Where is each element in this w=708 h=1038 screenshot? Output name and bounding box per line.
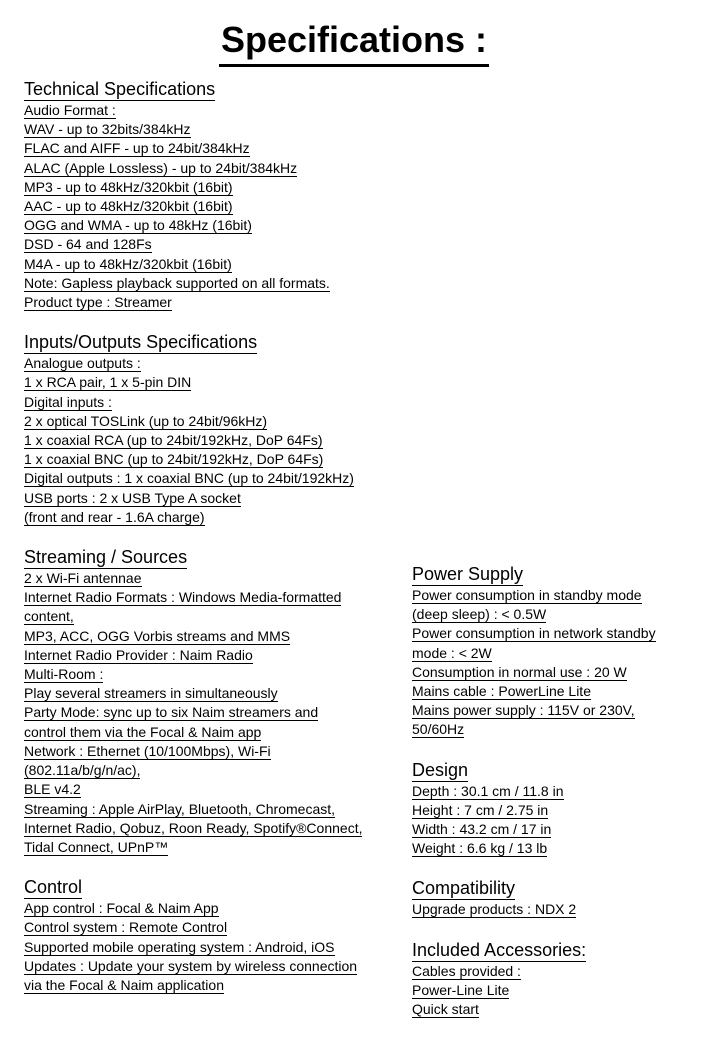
- spec-line: [24, 508, 394, 527]
- spec-line: [24, 235, 394, 254]
- spec-line-text: MP3, ACC, OGG Vorbis streams and MMS: [24, 627, 291, 644]
- spec-line-text: 1 x RCA pair, 1 x 5-pin DIN: [24, 374, 192, 391]
- spec-line-text: Mains power supply : 115V or 230V,: [412, 702, 635, 719]
- spec-line-text: Internet Radio Provider : Naim Radio: [24, 646, 253, 663]
- spec-line: [24, 159, 394, 178]
- spec-line: [24, 489, 394, 508]
- spec-line-text: 50/60Hz: [412, 721, 465, 738]
- spec-line-text: Play several streamers in simultaneously: [24, 685, 278, 702]
- spec-line: [24, 665, 394, 684]
- spec-line: [24, 469, 394, 488]
- spec-line: [412, 839, 702, 858]
- spec-section: [412, 759, 702, 859]
- spec-line-text: AAC - up to 48kHz/320kbit (16bit): [24, 198, 233, 215]
- spec-line-text: Party Mode: sync up to six Naim streamers and: [24, 704, 319, 721]
- spec-section: [24, 331, 394, 527]
- spec-line-text: Digital inputs :: [24, 393, 112, 410]
- spec-line-text: ALAC (Apple Lossless) - up to 24bit/384kHz: [24, 159, 298, 176]
- spec-line: [24, 412, 394, 431]
- spec-line-text: Digital outputs : 1 x coaxial BNC (up to 24bit/192kHz): [24, 470, 354, 487]
- spec-line-text: Supported mobile operating system : Android, iOS: [24, 938, 335, 955]
- spec-line: [412, 782, 702, 801]
- spec-line-text: 1 x coaxial RCA (up to 24bit/192kHz, DoP 64Fs): [24, 432, 323, 449]
- spec-line: [24, 431, 394, 450]
- spec-line: [24, 450, 394, 469]
- spec-line-text: App control : Focal & Naim App: [24, 900, 219, 917]
- spec-line: [412, 586, 702, 605]
- spec-line: [412, 820, 702, 839]
- spec-line: [24, 216, 394, 235]
- spec-line: [24, 393, 394, 412]
- spec-line: [412, 701, 702, 720]
- section-heading: Control: [24, 877, 83, 898]
- spec-line: [24, 957, 394, 976]
- spec-line: [24, 684, 394, 703]
- spec-line-text: Updates : Update your system by wireless connection: [24, 957, 358, 974]
- spec-line: [24, 274, 394, 293]
- spec-line: [24, 588, 394, 607]
- section-heading: Streaming / Sources: [24, 547, 188, 568]
- spec-line-text: 2 x optical TOSLink (up to 24bit/96kHz): [24, 412, 268, 429]
- spec-line-text: (802.11a/b/g/n/ac),: [24, 762, 141, 779]
- spec-line-text: mode : < 2W: [412, 644, 492, 661]
- spec-section: [412, 877, 702, 919]
- spec-line: [24, 178, 394, 197]
- spec-line: [24, 761, 394, 780]
- spec-section: [24, 876, 394, 995]
- spec-section: [412, 939, 702, 1020]
- spec-line-text: content,: [24, 608, 74, 625]
- spec-line: [24, 819, 394, 838]
- page-title: Specifications :: [219, 18, 489, 67]
- section-heading: Inputs/Outputs Specifications: [24, 332, 258, 353]
- page-title-wrap: [0, 18, 708, 67]
- spec-line-text: WAV - up to 32bits/384kHz: [24, 121, 191, 138]
- section-heading: Design: [412, 759, 469, 780]
- spec-line-text: (deep sleep) : < 0.5W: [412, 606, 547, 623]
- spec-line-text: Audio Format :: [24, 102, 116, 118]
- left-column: [24, 78, 394, 1014]
- spec-line: [24, 569, 394, 588]
- spec-line-text: 1 x coaxial BNC (up to 24bit/192kHz, DoP 64Fs): [24, 451, 324, 468]
- spec-line: [24, 101, 394, 120]
- spec-line-text: Weight : 6.6 kg / 13 lb: [412, 840, 548, 857]
- spec-line: [24, 354, 394, 373]
- spec-line: [412, 644, 702, 663]
- spec-line-text: Network : Ethernet (10/100Mbps), Wi-Fi: [24, 742, 271, 759]
- spec-line-text: MP3 - up to 48kHz/320kbit (16bit): [24, 178, 233, 195]
- spec-line: [24, 627, 394, 646]
- spec-line-text: Upgrade products : NDX 2: [412, 901, 577, 918]
- spec-line: [24, 800, 394, 819]
- spec-line: [24, 976, 394, 995]
- section-heading: Power Supply: [412, 564, 524, 584]
- spec-line: [24, 918, 394, 937]
- spec-line: [24, 607, 394, 626]
- spec-line: [24, 703, 394, 722]
- spec-line: [24, 120, 394, 139]
- spec-line-text: (front and rear - 1.6A charge): [24, 508, 205, 525]
- spec-line-text: Product type : Streamer: [24, 294, 172, 311]
- spec-line-text: Tidal Connect, UPnP™: [24, 838, 169, 855]
- spec-line: [24, 197, 394, 216]
- spec-line: [24, 780, 394, 799]
- spec-line-text: BLE v4.2: [24, 781, 81, 798]
- spec-line: [24, 293, 394, 312]
- spec-line: [412, 801, 702, 820]
- spec-line: [412, 900, 702, 919]
- spec-line: [412, 962, 702, 981]
- spec-line-text: Power consumption in network standby: [412, 625, 656, 642]
- spec-line: [412, 682, 702, 701]
- spec-line-text: Streaming : Apple AirPlay, Bluetooth, Chromecast,: [24, 800, 336, 817]
- spec-line-text: OGG and WMA - up to 48kHz (16bit): [24, 217, 252, 234]
- spec-line-text: Power-Line Lite: [412, 981, 510, 998]
- spec-line-text: Cables provided :: [412, 962, 521, 979]
- spec-line-text: USB ports : 2 x USB Type A socket: [24, 489, 241, 506]
- spec-section: [24, 546, 394, 857]
- spec-line-text: Internet Radio Formats : Windows Media-formatted: [24, 589, 342, 606]
- spec-line: [24, 723, 394, 742]
- section-heading: Technical Specifications: [24, 79, 216, 99]
- spec-line-text: FLAC and AIFF - up to 24bit/384kHz: [24, 140, 250, 157]
- spec-line: [412, 720, 702, 739]
- spec-line: [24, 373, 394, 392]
- spec-line-text: Width : 43.2 cm / 17 in: [412, 821, 552, 838]
- spec-line: [24, 139, 394, 158]
- spec-line: [412, 624, 702, 643]
- spec-line-text: Depth : 30.1 cm / 11.8 in: [412, 782, 564, 799]
- spec-line-text: Internet Radio, Qobuz, Roon Ready, Spotify®Connect,: [24, 819, 363, 836]
- spec-line-text: Note: Gapless playback supported on all formats.: [24, 274, 330, 291]
- section-heading: Compatibility: [412, 878, 516, 899]
- spec-line-text: DSD - 64 and 128Fs: [24, 236, 152, 253]
- spec-line-text: Control system : Remote Control: [24, 919, 228, 936]
- spec-line-text: Analogue outputs :: [24, 355, 141, 372]
- spec-line-text: M4A - up to 48kHz/320kbit (16bit): [24, 255, 232, 272]
- spec-line: [412, 981, 702, 1000]
- spec-line: [24, 838, 394, 857]
- spec-line: [24, 646, 394, 665]
- spec-line: [24, 742, 394, 761]
- spec-line: [412, 1000, 702, 1019]
- spec-line: [24, 899, 394, 918]
- spec-line-text: Power consumption in standby mode: [412, 587, 642, 603]
- spec-line: [412, 605, 702, 624]
- spec-line-text: control them via the Focal & Naim app: [24, 723, 262, 740]
- spec-line-text: 2 x Wi-Fi antennae: [24, 570, 142, 587]
- spec-line: [24, 255, 394, 274]
- spec-line-text: Consumption in normal use : 20 W: [412, 663, 627, 680]
- spec-line-text: Height : 7 cm / 2.75 in: [412, 801, 549, 818]
- spec-line-text: Quick start: [412, 1001, 479, 1018]
- spec-line: [412, 663, 702, 682]
- spec-section: [24, 78, 394, 312]
- right-column: [412, 563, 702, 1038]
- spec-line: [24, 938, 394, 957]
- spec-section: [412, 563, 702, 740]
- section-heading: Included Accessories:: [412, 939, 587, 960]
- spec-line-text: Multi-Room :: [24, 666, 104, 683]
- spec-line-text: Mains cable : PowerLine Lite: [412, 683, 591, 700]
- spec-line-text: via the Focal & Naim application: [24, 976, 224, 993]
